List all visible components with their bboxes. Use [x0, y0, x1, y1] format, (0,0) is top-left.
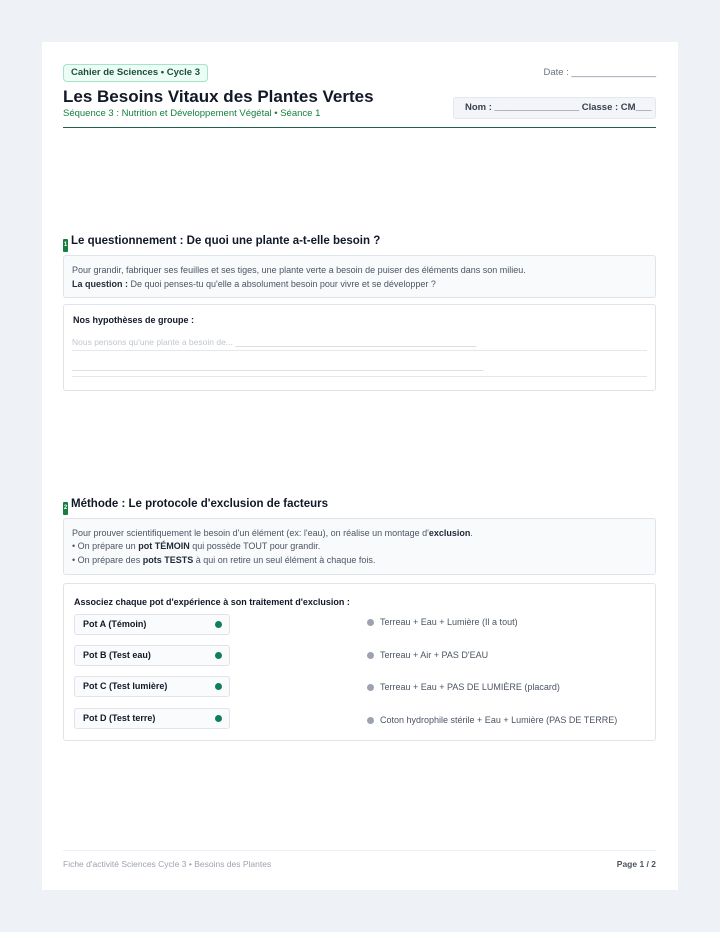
- treatment-item[interactable]: [367, 650, 488, 660]
- pot-item[interactable]: [74, 708, 230, 729]
- page-footer: [63, 850, 656, 869]
- method-intro-end: .: [470, 528, 473, 538]
- treatment-label: Terreau + Air + PAS D'EAU: [380, 650, 489, 660]
- pot-item[interactable]: [74, 676, 230, 697]
- matching-instruction: Associez chaque pot d'expérience à son traitement d'exclusion :: [74, 597, 350, 607]
- connector-dot[interactable]: [215, 715, 222, 722]
- bullet-bold: pot TÉMOIN: [138, 541, 190, 551]
- section-1-title: [63, 235, 380, 252]
- writing-line: [72, 350, 647, 351]
- treatment-label: Terreau + Eau + PAS DE LUMIÈRE (placard): [380, 682, 560, 692]
- pot-label: Pot B (Test eau): [83, 650, 151, 660]
- bullet-text: • On prépare un: [72, 541, 139, 551]
- connector-dot[interactable]: [215, 683, 222, 690]
- section-heading: Méthode : Le protocole d'exclusion de facteurs: [71, 498, 329, 510]
- hypotheses-card: [63, 304, 656, 391]
- section-number: 2: [63, 502, 68, 515]
- section-number: 1: [63, 239, 68, 252]
- hypotheses-input[interactable]: Nous pensons qu'une plante a besoin de... ___________________________________________________: [72, 337, 477, 347]
- question-text: [72, 279, 436, 289]
- treatment-item[interactable]: [367, 617, 518, 627]
- method-intro-text: Pour prouver scientifiquement le besoin d'un élément (ex: l'eau), on réalise un montage d': [72, 528, 429, 538]
- section-heading: Le questionnement : De quoi une plante a-t-elle besoin ?: [71, 235, 381, 247]
- page-subtitle: Séquence 3 : Nutrition et Développement Végétal • Séance 1: [63, 108, 321, 119]
- worksheet-page: [42, 42, 678, 890]
- bullet-bold: pots TESTS: [142, 555, 194, 565]
- method-intro-bold: exclusion: [428, 528, 471, 538]
- page-number: Page 1 / 2: [616, 859, 656, 869]
- bullet-text: • On prépare des: [72, 555, 143, 565]
- hypotheses-label: Nos hypothèses de groupe :: [73, 315, 195, 325]
- matching-card: [63, 583, 656, 741]
- method-intro: [72, 528, 473, 538]
- connector-dot[interactable]: [367, 684, 374, 691]
- connector-dot[interactable]: [367, 717, 374, 724]
- treatment-item[interactable]: [367, 715, 617, 725]
- method-bullet-2: [72, 555, 375, 565]
- method-bullet-1: [72, 541, 320, 551]
- writing-line: [72, 376, 647, 377]
- treatment-label: Terreau + Eau + Lumière (Il a tout): [380, 617, 518, 627]
- pot-label: Pot C (Test lumière): [83, 681, 168, 691]
- section-2-title: [63, 498, 328, 515]
- page-title: Les Besoins Vitaux des Plantes Vertes: [63, 87, 374, 106]
- worksheet-header: [63, 64, 656, 128]
- treatment-item[interactable]: [367, 682, 560, 692]
- pot-label: Pot D (Test terre): [83, 713, 156, 723]
- bullet-text: qui possède TOUT pour grandir.: [189, 541, 321, 551]
- footer-text: Fiche d'activité Sciences Cycle 3 • Besoins des Plantes: [63, 859, 272, 869]
- method-card: [63, 518, 656, 575]
- treatment-label: Coton hydrophile stérile + Eau + Lumière (PAS DE TERRE): [380, 715, 618, 725]
- pot-item[interactable]: [74, 645, 230, 666]
- pot-item[interactable]: [74, 614, 230, 635]
- name-class-field[interactable]: Nom : ________________ Classe : CM___: [453, 97, 656, 119]
- date-field[interactable]: Date : ________________: [543, 67, 656, 78]
- hypotheses-input-line-2[interactable]: _______________________________________________________________________________________: [72, 361, 484, 371]
- intro-text: Pour grandir, fabriquer ses feuilles et ses tiges, une plante verte a besoin de puiser des éléments dans son milieu.: [72, 265, 526, 275]
- pot-label: Pot A (Témoin): [83, 619, 147, 629]
- question-label: La question :: [72, 279, 128, 289]
- subject-badge: Cahier de Sciences • Cycle 3: [63, 64, 208, 82]
- connector-dot[interactable]: [215, 621, 222, 628]
- question-body: De quoi penses-tu qu'elle a absolument besoin pour vivre et se développer ?: [128, 279, 436, 289]
- bullet-text: à qui on retire un seul élément à chaque fois.: [193, 555, 376, 565]
- connector-dot[interactable]: [215, 652, 222, 659]
- connector-dot[interactable]: [367, 619, 374, 626]
- connector-dot[interactable]: [367, 652, 374, 659]
- question-card: [63, 255, 656, 298]
